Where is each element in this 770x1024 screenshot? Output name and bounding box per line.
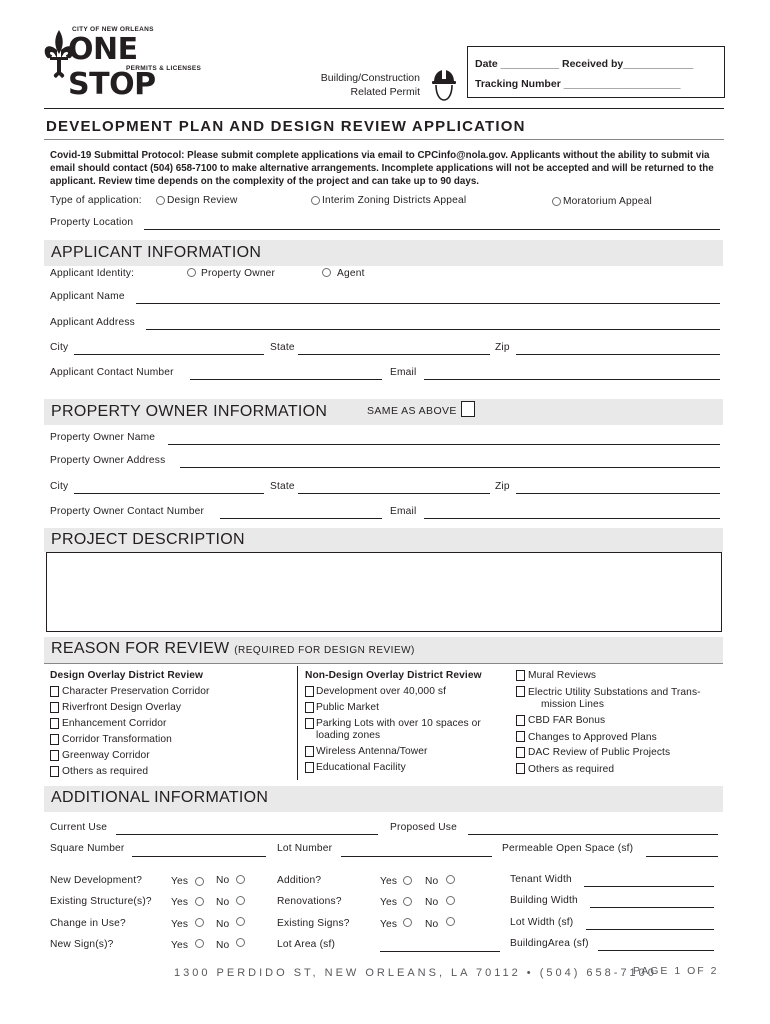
design-overlay-title: Design Overlay District Review (50, 670, 204, 681)
q-renovations: Renovations? (277, 896, 342, 907)
footer-address: 1300 PERDIDO ST, NEW ORLEANS, LA 70112 • (504) 658-7100 (174, 967, 657, 979)
applicant-section-header (44, 240, 723, 266)
checkbox-public-market[interactable] (305, 702, 314, 713)
radio-addition-yes[interactable] (403, 876, 412, 885)
lot-width-field[interactable] (586, 929, 714, 930)
lot-area-field[interactable] (380, 951, 500, 952)
reason-column-divider (297, 666, 298, 780)
permit-type-line2: Related Permit (350, 86, 420, 98)
yes-label: Yes (380, 919, 398, 930)
radio-existing-no[interactable] (236, 896, 245, 905)
project-heading: PROJECT DESCRIPTION (51, 531, 245, 548)
owner-name-field[interactable] (168, 444, 720, 445)
permeable-field[interactable] (646, 856, 718, 857)
tracking-number-field[interactable]: Tracking Number ____________________ (475, 78, 681, 90)
logo-main-text: ONE STOP (68, 32, 156, 102)
item-col1-others: Others as required (62, 766, 149, 777)
reason-heading: REASON FOR REVIEW (51, 640, 230, 657)
applicant-email-label: Email (390, 367, 417, 378)
checkbox-greenway[interactable] (50, 750, 59, 761)
applicant-city-label: City (50, 342, 69, 353)
permit-type-line1: Building/Construction (320, 72, 420, 84)
reason-subheading: (REQUIRED FOR DESIGN REVIEW) (234, 645, 415, 656)
applicant-heading: APPLICANT INFORMATION (51, 244, 262, 261)
q-addition: Addition? (277, 875, 322, 886)
lot-number-label: Lot Number (277, 843, 333, 854)
item-dac-review: DAC Review of Public Projects (528, 747, 671, 758)
applicant-zip-field[interactable] (516, 354, 720, 355)
checkbox-educational[interactable] (305, 762, 314, 773)
owner-state-field[interactable] (298, 493, 490, 494)
checkbox-development-40000[interactable] (305, 686, 314, 697)
radio-moratorium-appeal[interactable] (552, 197, 561, 206)
radio-existing-signs-no[interactable] (446, 917, 455, 926)
applicant-contact-field[interactable] (190, 379, 382, 380)
building-width-label: Building Width (510, 895, 578, 906)
radio-izd-appeal[interactable] (311, 196, 320, 205)
logo-sub-text: PERMITS & LICENSES (126, 65, 202, 72)
applicant-zip-label: Zip (495, 342, 510, 353)
item-parking-lots: Parking Lots with over 10 spaces or (316, 718, 481, 729)
radio-addition-no[interactable] (446, 875, 455, 884)
proposed-use-field[interactable] (468, 834, 718, 835)
checkbox-corridor-transformation[interactable] (50, 734, 59, 745)
checkbox-character-preservation[interactable] (50, 686, 59, 697)
applicant-contact-label: Applicant Contact Number (50, 367, 174, 378)
yes-label: Yes (380, 897, 398, 908)
radio-renovations-no[interactable] (446, 896, 455, 905)
page-number: PAGE 1 OF 2 (633, 965, 719, 977)
q-change-in-use: Change in Use? (50, 918, 126, 929)
additional-heading: ADDITIONAL INFORMATION (51, 789, 269, 806)
item-greenway: Greenway Corridor (62, 750, 150, 761)
no-label: No (216, 897, 230, 908)
owner-state-label: State (270, 481, 295, 492)
hard-hat-icon (431, 68, 457, 102)
item-development-40000: Development over 40,000 sf (316, 686, 447, 697)
radio-existing-yes[interactable] (195, 897, 204, 906)
item-educational: Educational Facility (316, 762, 406, 773)
application-type-label: Type of application: (50, 195, 142, 206)
owner-section-header (44, 399, 723, 425)
lot-width-label: Lot Width (sf) (510, 917, 574, 928)
permit-type (300, 71, 420, 99)
no-label: No (216, 940, 230, 951)
option-moratorium-appeal: Moratorium Appeal (563, 196, 652, 207)
checkbox-dac-review[interactable] (516, 747, 525, 758)
item-character-preservation: Character Preservation Corridor (62, 686, 210, 697)
no-label: No (425, 876, 439, 887)
owner-contact-field[interactable] (220, 518, 382, 519)
item-riverfront: Riverfront Design Overlay (62, 702, 182, 713)
applicant-city-field[interactable] (74, 354, 264, 355)
q-new-development: New Development? (50, 875, 143, 886)
same-as-above-checkbox[interactable] (461, 401, 475, 417)
permeable-label: Permeable Open Space (sf) (502, 843, 634, 854)
current-use-label: Current Use (50, 822, 108, 833)
owner-city-field[interactable] (74, 493, 264, 494)
lot-number-field[interactable] (341, 856, 492, 857)
yes-label: Yes (171, 876, 189, 887)
item-electric-utility: Electric Utility Substations and Trans- (528, 687, 701, 698)
reason-section-header (44, 637, 723, 663)
option-agent: Agent (337, 268, 365, 279)
item-electric-utility-cont: mission Lines (541, 699, 605, 710)
current-use-field[interactable] (116, 834, 378, 835)
radio-agent[interactable] (322, 268, 331, 277)
checkbox-mural[interactable] (516, 670, 525, 681)
project-section-header (44, 528, 723, 552)
project-description-field[interactable] (46, 552, 722, 632)
applicant-state-field[interactable] (298, 354, 490, 355)
checkbox-enhancement[interactable] (50, 718, 59, 729)
owner-zip-field[interactable] (516, 493, 720, 494)
page-title: DEVELOPMENT PLAN AND DESIGN REVIEW APPLICATION (46, 118, 526, 135)
checkbox-riverfront[interactable] (50, 702, 59, 713)
owner-heading: PROPERTY OWNER INFORMATION (51, 403, 328, 420)
no-label: No (425, 919, 439, 930)
radio-property-owner[interactable] (187, 268, 196, 277)
lot-area-label: Lot Area (sf) (277, 939, 336, 950)
checkbox-electric-utility[interactable] (516, 686, 525, 697)
radio-change-use-no[interactable] (236, 917, 245, 926)
owner-address-field[interactable] (180, 467, 720, 468)
q-existing-signs: Existing Signs? (277, 918, 350, 929)
no-label: No (216, 919, 230, 930)
covid-notice: Covid-19 Submittal Protocol: Please submit complete applications via email to CPCinfo@nola.gov. Applicants without the ability to submit via email should contact (504) 658-7100 to make alternative arrangements. Incomplete applications will not be accepted and will be returned to the applicant. Review time depends on the complexity of the project and can take up to 90 days. (50, 150, 714, 187)
item-changes-approved: Changes to Approved Plans (528, 732, 657, 743)
square-number-field[interactable] (132, 856, 266, 857)
owner-email-label: Email (390, 506, 417, 517)
checkbox-cbd-far[interactable] (516, 715, 525, 726)
applicant-address-field[interactable] (146, 329, 720, 330)
yes-label: Yes (380, 876, 398, 887)
checkbox-parking-lots[interactable] (305, 718, 314, 729)
owner-address-label: Property Owner Address (50, 455, 166, 466)
building-area-label: BuildingArea (sf) (510, 938, 589, 949)
q-existing-structures: Existing Structure(s)? (50, 896, 152, 907)
building-width-field[interactable] (590, 907, 714, 908)
item-mural: Mural Reviews (528, 670, 597, 681)
header-divider (44, 108, 724, 109)
owner-email-field[interactable] (424, 518, 720, 519)
same-as-above-label: SAME AS ABOVE (367, 405, 457, 417)
non-design-overlay-title: Non-Design Overlay District Review (305, 670, 482, 681)
item-col3-others: Others as required (528, 764, 615, 775)
one-stop-logo (44, 26, 224, 102)
property-location-field[interactable] (144, 229, 720, 230)
property-location-label: Property Location (50, 217, 134, 228)
office-use-box (467, 46, 725, 98)
radio-renovations-yes[interactable] (403, 897, 412, 906)
option-design-review: Design Review (167, 195, 238, 206)
owner-name-label: Property Owner Name (50, 432, 156, 443)
additional-section-header (44, 786, 723, 812)
item-public-market: Public Market (316, 702, 380, 713)
q-new-signs: New Sign(s)? (50, 939, 114, 950)
radio-new-signs-no[interactable] (236, 938, 245, 947)
radio-existing-signs-yes[interactable] (403, 918, 412, 927)
item-enhancement: Enhancement Corridor (62, 718, 167, 729)
owner-zip-label: Zip (495, 481, 510, 492)
tenant-width-field[interactable] (584, 886, 714, 887)
applicant-address-label: Applicant Address (50, 317, 135, 328)
proposed-use-label: Proposed Use (390, 822, 457, 833)
applicant-state-label: State (270, 342, 295, 353)
no-label: No (425, 897, 439, 908)
checkbox-changes-approved[interactable] (516, 731, 525, 742)
checkbox-col1-others[interactable] (50, 766, 59, 777)
item-corridor-transformation: Corridor Transformation (62, 734, 172, 745)
yes-label: Yes (171, 897, 189, 908)
applicant-email-field[interactable] (424, 379, 720, 380)
checkbox-col3-others[interactable] (516, 763, 525, 774)
checkbox-wireless[interactable] (305, 746, 314, 757)
radio-new-dev-no[interactable] (236, 875, 245, 884)
date-received-field[interactable]: Date __________ Received by____________ (475, 58, 694, 70)
yes-label: Yes (171, 919, 189, 930)
tenant-width-label: Tenant Width (510, 874, 572, 885)
applicant-identity-label: Applicant Identity: (50, 268, 135, 279)
applicant-name-label: Applicant Name (50, 291, 125, 302)
radio-new-signs-yes[interactable] (195, 939, 204, 948)
owner-city-label: City (50, 481, 69, 492)
title-divider (44, 139, 724, 140)
owner-contact-label: Property Owner Contact Number (50, 506, 205, 517)
building-area-field[interactable] (598, 950, 714, 951)
option-izd-appeal: Interim Zoning Districts Appeal (322, 195, 467, 206)
square-number-label: Square Number (50, 843, 125, 854)
item-cbd-far: CBD FAR Bonus (528, 715, 606, 726)
item-wireless: Wireless Antenna/Tower (316, 746, 428, 757)
option-property-owner: Property Owner (201, 268, 276, 279)
radio-design-review[interactable] (156, 196, 165, 205)
reason-divider (44, 663, 723, 664)
applicant-name-field[interactable] (136, 303, 720, 304)
item-parking-lots-cont: loading zones (316, 730, 381, 741)
radio-change-use-yes[interactable] (195, 918, 204, 927)
logo-city-text: CITY OF NEW ORLEANS (72, 26, 154, 33)
no-label: No (216, 875, 230, 886)
yes-label: Yes (171, 940, 189, 951)
radio-new-dev-yes[interactable] (195, 877, 204, 886)
